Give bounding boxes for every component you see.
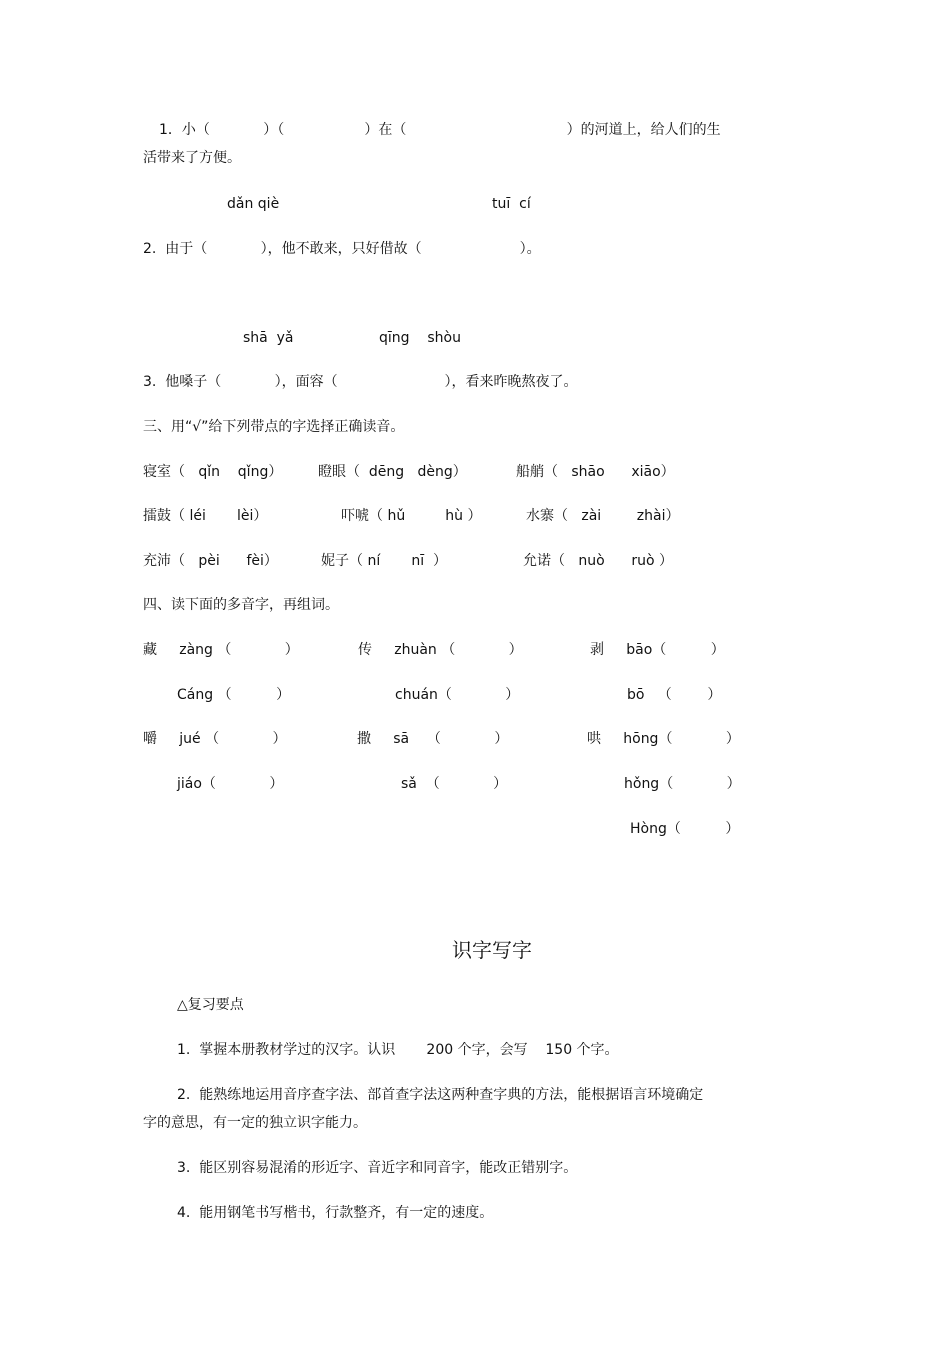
question-3-pinyin-1: shā yǎ [243, 330, 294, 346]
polyphone-item: hǒng（ ） [624, 776, 741, 792]
question-1-line-2: 活带来了方便。 [143, 150, 241, 166]
section-3-heading: 三、用“√”给下列带点的字选择正确读音。 [143, 419, 405, 435]
section-title: 识字写字 [452, 938, 532, 962]
review-point-4: 4. 能用钢笔书写楷书，行款整齐，有一定的速度。 [177, 1205, 494, 1221]
polyphone-item: Hòng（ ） [630, 821, 740, 837]
reading-item: 吓唬（ hǔ hù ） [341, 508, 482, 524]
polyphone-item: Cáng （ ） [177, 687, 291, 703]
polyphone-item: chuán（ ） [395, 687, 520, 703]
polyphone-item: 撒 sā （ ） [357, 731, 509, 747]
question-1-line-1: 1．小（ ）（ ）在（ ）的河道上，给人们的生 [159, 122, 721, 138]
question-2-line: 2. 由于（ ），他不敢来，只好借故（ ）。 [143, 241, 541, 257]
section-4-heading: 四、读下面的多音字，再组词。 [143, 597, 339, 613]
polyphone-item: 嚼 jué （ ） [143, 731, 287, 747]
polyphone-item: 哄 hōng（ ） [587, 731, 740, 747]
reading-item: 水寨（ zài zhài） [526, 508, 680, 524]
polyphone-item: jiáo（ ） [177, 776, 284, 792]
reading-item: 允诺（ nuò ruò ） [523, 553, 674, 569]
polyphone-item: 剥 bāo（ ） [590, 642, 725, 658]
review-point-1: 1. 掌握本册教材学过的汉字。认识 200 个字，会写 150 个字。 [177, 1042, 619, 1058]
question-2-pinyin-2: tuī cí [492, 196, 531, 212]
review-point-2-line-1: 2. 能熟练地运用音序查字法、部首查字法这两种查字典的方法，能根据语言环境确定 [177, 1087, 704, 1103]
question-2-pinyin-1: dǎn qiè [227, 196, 280, 212]
polyphone-item: bō （ ） [627, 687, 722, 703]
review-point-2-line-2: 字的意思，有一定的独立识字能力。 [143, 1115, 367, 1131]
reading-item: 妮子（ ní nī ） [321, 553, 448, 569]
question-3-line: 3. 他嗓子（ ），面容（ ），看来昨晚熬夜了。 [143, 374, 578, 390]
polyphone-item: 传 zhuàn （ ） [358, 642, 523, 658]
reading-item: 船艄（ shāo xiāo） [516, 464, 675, 480]
polyphone-item: 藏 zàng （ ） [143, 642, 299, 658]
reading-item: 寝室（ qǐn qǐng） [143, 464, 283, 480]
reading-item: 擂鼓（ léi lèi） [143, 508, 268, 524]
reading-item: 充沛（ pèi fèi） [143, 553, 278, 569]
polyphone-item: sǎ （ ） [401, 776, 508, 792]
review-point-3: 3. 能区别容易混淆的形近字、音近字和同音字，能改正错别字。 [177, 1160, 578, 1176]
reading-item: 瞪眼（ dēng dèng） [318, 464, 467, 480]
review-points-heading: △复习要点 [177, 997, 244, 1013]
question-3-pinyin-2: qīng shòu [379, 330, 461, 346]
